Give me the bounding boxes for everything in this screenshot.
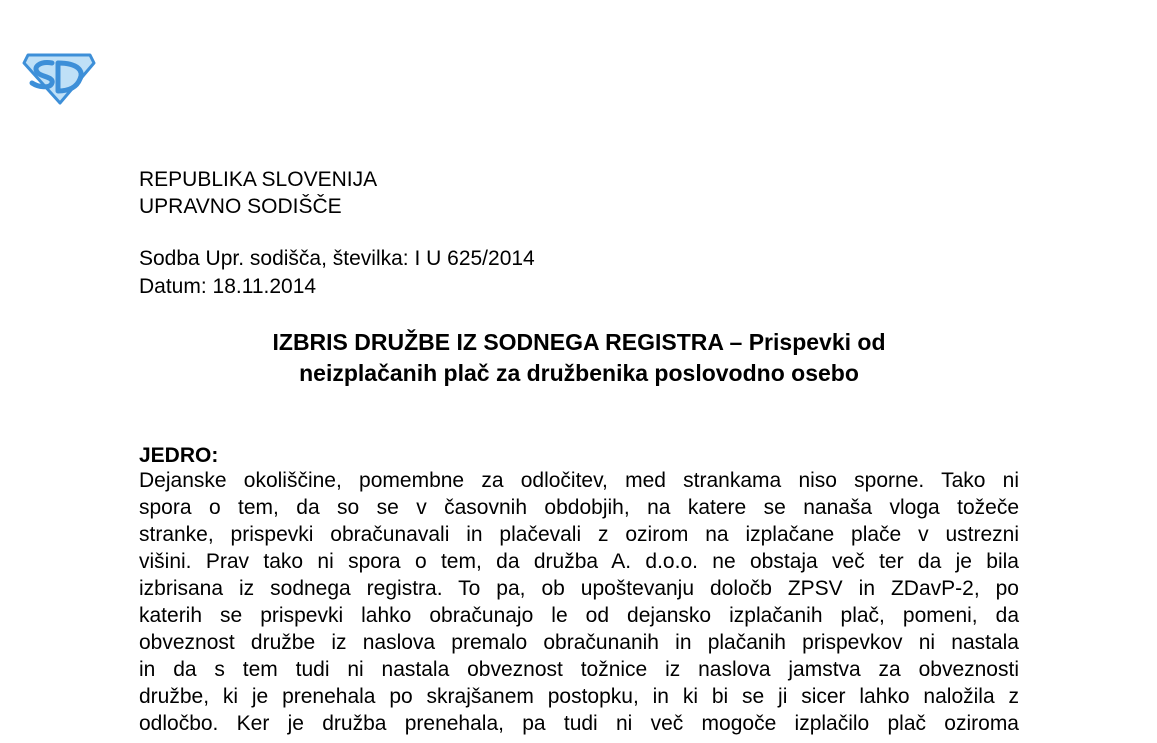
case-info (139, 245, 535, 301)
court-header (139, 166, 377, 220)
body-line: obveznost družbe iz naslova premalo obračunanih in plačanih prispevkov ni nastala (139, 631, 1019, 654)
case-date: Datum: 18.11.2014 (139, 275, 317, 298)
body-line: družbe, ki je prenehala po skrajšanem postopku, in ki bi se ji sicer lahko naložila z (139, 685, 1019, 708)
body-line: izbrisana iz sodnega registra. To pa, ob upoštevanju določb ZPSV in ZDavP-2, po (139, 577, 1019, 600)
section-heading: JEDRO: (139, 444, 219, 467)
country-name: REPUBLIKA SLOVENIJA (139, 168, 378, 191)
section-body (139, 467, 1019, 737)
case-reference: Sodba Upr. sodišča, številka: I U 625/2014 (139, 247, 535, 270)
body-line: odločbo. Ker je družba prenehala, pa tudi ni več mogoče izplačilo plač oziroma (139, 712, 1019, 735)
body-line: in da s tem tudi ni nastala obveznost tožnice iz naslova jamstva za obveznosti (139, 658, 1019, 681)
court-logo-icon (22, 49, 96, 105)
body-line: katerih se prispevki lahko obračunajo le od dejansko izplačanih plač, pomeni, da (139, 604, 1019, 627)
body-line: spora o tem, da so se v časovnih obdobjih, na katere se nanaša vloga tožeče (139, 496, 1019, 519)
body-line: stranke, prispevki obračunavali in plačevali z ozirom na izplačane plače v ustrezni (139, 523, 1019, 546)
title-line-2: neizplačanih plač za družbenika poslovodno osebo (299, 360, 859, 386)
court-name: UPRAVNO SODIŠČE (139, 195, 342, 218)
title-line-1: IZBRIS DRUŽBE IZ SODNEGA REGISTRA – Prispevki od (272, 329, 886, 355)
document-title (139, 327, 1019, 389)
body-line: višini. Prav tako ni spora o tem, da družba A. d.o.o. ne obstaja več ter da je bila (139, 550, 1019, 573)
body-line: Dejanske okoliščine, pomembne za odločitev, med strankama niso sporne. Tako ni (139, 469, 1019, 492)
